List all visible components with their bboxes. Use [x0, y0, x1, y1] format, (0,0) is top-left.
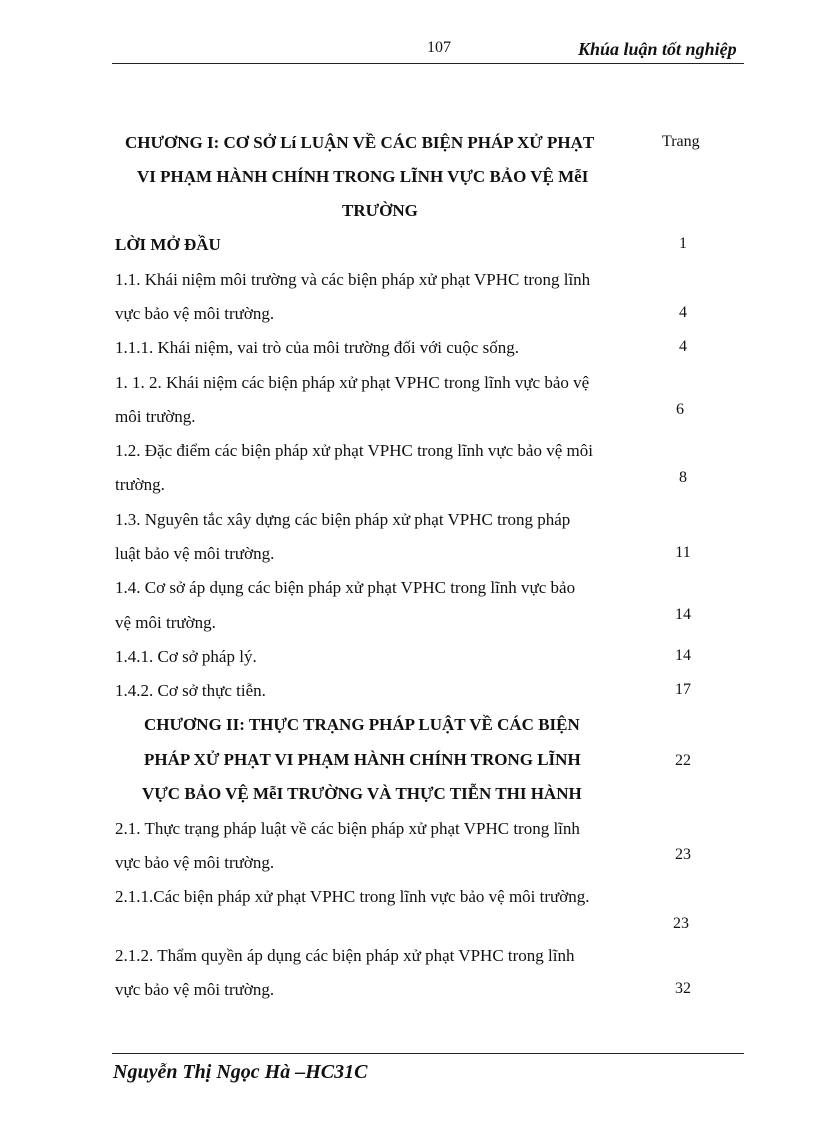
chapter1-heading-line: TRƯỜNG: [342, 201, 418, 220]
toc-entry-title: 1.1.1. Khái niệm, vai trò của môi trường đối với cuộc sống.: [115, 338, 519, 357]
toc-entry-title: 2.1.1.Các biện pháp xử phạt VPHC trong lĩnh vực bảo vệ môi trường.: [115, 887, 590, 906]
toc-entry-page: 32: [675, 980, 691, 997]
page-column-header: Trang: [662, 133, 700, 150]
chapter2-heading-line: CHƯƠNG II: THỰC TRẠNG PHÁP LUẬT VỀ CÁC BIỆN: [144, 715, 580, 734]
toc-entry-page: 17: [675, 681, 691, 698]
toc-entry-title: vệ môi trường.: [115, 613, 216, 632]
chapter2-heading-line: VỰC BẢO VỆ MễI TRƯỜNG VÀ THỰC TIỄN THI HÀNH: [142, 784, 582, 803]
toc-entry-page: 6: [676, 401, 684, 418]
toc-entry-title: 2.1.2. Thẩm quyền áp dụng các biện pháp xử phạt VPHC trong lĩnh: [115, 946, 575, 965]
toc-entry-title: 1.1. Khái niệm môi trường và các biện pháp xử phạt VPHC trong lĩnh: [115, 270, 591, 289]
toc-entry-page: 11: [675, 544, 691, 561]
toc-entry-title: 1.4.1. Cơ sở pháp lý.: [115, 647, 257, 666]
toc-entry-title: vực bảo vệ môi trường.: [115, 980, 275, 999]
footer-author: Nguyễn Thị Ngọc Hà –HC31C: [113, 1061, 368, 1083]
toc-entry-title: vực bảo vệ môi trường.: [115, 304, 275, 323]
toc-entry-page: 22: [675, 752, 691, 769]
header-title: Khúa luận tốt nghiệp: [578, 39, 737, 59]
toc-entry-page: 4: [679, 338, 687, 355]
header-rule: [112, 63, 744, 64]
toc-entry-title: LỜI MỞ ĐẦU: [115, 235, 221, 254]
toc-entry-title: vực bảo vệ môi trường.: [115, 853, 275, 872]
header-page-number: 107: [427, 39, 451, 56]
toc-entry-title: 1.3. Nguyên tắc xây dựng các biện pháp xử phạt VPHC trong pháp: [115, 510, 571, 529]
toc-entry-page: 23: [673, 915, 689, 932]
toc-entry-page: 1: [679, 235, 687, 252]
chapter2-heading-line: PHÁP XỬ PHẠT VI PHẠM HÀNH CHÍNH TRONG LĨNH: [144, 750, 581, 769]
toc-entry-title: luật bảo vệ môi trường.: [115, 544, 275, 563]
chapter1-heading-line: VI PHẠM HÀNH CHÍNH TRONG LĨNH VỰC BẢO VỆ MễI: [137, 167, 589, 186]
chapter1-heading-line: CHƯƠNG I: CƠ SỞ Lí LUẬN VỀ CÁC BIỆN PHÁP XỬ PHẠT: [125, 133, 595, 152]
toc-entry-title: 1.4. Cơ sở áp dụng các biện pháp xử phạt VPHC trong lĩnh vực bảo: [115, 578, 576, 597]
toc-entry-title: môi trường.: [115, 407, 196, 426]
toc-entry-page: 14: [675, 606, 691, 623]
toc-entry-page: 23: [675, 846, 691, 863]
toc-entry-title: trường.: [115, 475, 165, 494]
toc-entry-title: 2.1. Thực trạng pháp luật về các biện pháp xử phạt VPHC trong lĩnh: [115, 819, 580, 838]
toc-entry-page: 4: [679, 304, 687, 321]
toc-entry-title: 1.2. Đặc điểm các biện pháp xử phạt VPHC trong lĩnh vực bảo vệ môi: [115, 441, 593, 460]
footer-rule: [112, 1053, 744, 1054]
toc-entry-title: 1. 1. 2. Khái niệm các biện pháp xử phạt VPHC trong lĩnh vực bảo vệ: [115, 373, 590, 392]
toc-entry-title: 1.4.2. Cơ sở thực tiễn.: [115, 681, 266, 700]
toc-entry-page: 8: [679, 469, 687, 486]
toc-entry-page: 14: [675, 647, 691, 664]
